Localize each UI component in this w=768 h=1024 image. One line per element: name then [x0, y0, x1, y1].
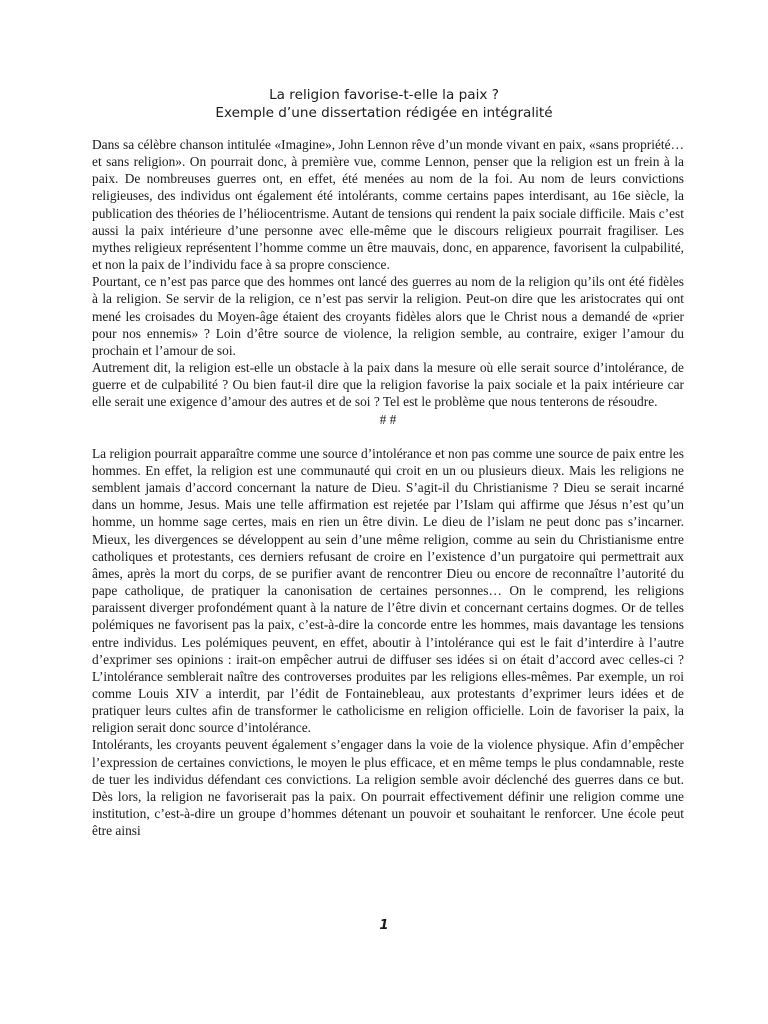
- paragraph: Pourtant, ce n’est pas parce que des hommes ont lancé des guerres au nom de la religion qu’ils ont été fidèles à la religion. Se servir de la religion, ce n’est pas servir la religion. Peut-on dire que les aristocrates qui ont mené les croisades du Moyen-âge étaient des croyants fidèles alors que le Christ nous a demandé de «prier pour nos ennemis» ? Loin d’être source de violence, la religion semble, au contraire, exiger l’amour du prochain et l’amour de soi.: [92, 274, 684, 358]
- paragraph: Intolérants, les croyants peuvent également s’engager dans la voie de la violence physique. Afin d’empêcher l’expression de certaines convictions, le moyen le plus efficace, et en même temps le plus condamnable, reste de tuer les individus défendant ces convictions. La religion semble avoir déclenché des guerres dans ce but. Dès lors, la religion ne favoriserait pas la paix. On pourrait effectivement définir une religion comme une institution, c’est-à-dire un groupe d’hommes détenant un pouvoir et souhaitant le renforcer. Une école peut être ainsi: [92, 737, 684, 839]
- paragraph: La religion pourrait apparaître comme une source d’intolérance et non pas comme une source de paix entre les hommes. En effet, la religion est une communauté qui croit en un ou plusieurs dieux. Mais les religions ne semblent jamais d’accord concernant la nature de Dieu. S’agit-il du Christianisme ? Dieu se serait incarné dans un homme, Jesus. Mais une telle affirmation est rejetée par l’Islam qui affirme que Jésus n’est qu’un homme, un homme sage certes, mais en rien un être divin. Le dieu de l’islam ne peut donc pas s’incarner. Mieux, les divergences se développent au sein d’une même religion, comme au sein du Christianisme entre catholiques et protestants, ces derniers refusant de croire en l’existence d’un purgatoire qui permettrait aux âmes, après la mort du corps, de se purifier avant de rencontrer Dieu ou encore de reconnaître l’autorité du pape catholique, de pratiquer la canonisation de certaines personnes… On le comprend, les religions paraissent diverger profondément quant à la nature de l’être divin et concernant certains dogmes. Or de telles polémiques ne favorisent pas la paix, c’est-à-dire la concorde entre les hommes, mais davantage les tensions entre individus. Les polémiques peuvent, en effet, aboutir à l’intolérance qui est le fait d’interdire à l’autre d’exprimer ses opinions : irait-on empêcher autrui de diffuser ses idées si on était d’accord avec celles-ci ? L’intolérance semblerait naître des controverses produites par les religions elles-mêmes. Par exemple, un roi comme Louis XIV a interdit, par l’édit de Fontainebleau, aux protestants d’exprimer leurs idées et de pratiquer leurs cultes afin de transformer le catholicisme en religion officielle. Loin de favoriser la paix, la religion serait donc source d’intolérance.: [92, 445, 684, 736]
- section-separator: # #: [379, 411, 397, 427]
- title-line-2: Exemple d’une dissertation rédigée en intégralité: [215, 105, 553, 121]
- page-number: 1: [379, 918, 389, 933]
- paragraph: Autrement dit, la religion est-elle un obstacle à la paix dans la mesure où elle serait source d’intolérance, de guerre et de culpabilité ? Ou bien faut-il dire que la religion favorise la paix sociale et la paix intérieure car elle serait une exigence d’amour des autres et de soi ? Tel est le problème que nous tenterons de résoudre.: [92, 360, 684, 410]
- document-body: [92, 136, 684, 839]
- document-title: [0, 86, 768, 122]
- paragraph: Dans sa célèbre chanson intitulée «Imagine», John Lennon rêve d’un monde vivant en paix, «sans propriété… et sans religion». On pourrait donc, à première vue, comme Lennon, penser que la religion est un frein à la paix. De nombreuses guerres ont, en effet, été menées au nom de la foi. Au nom de leurs convictions religieuses, des individus ont également été intolérants, comme certains papes interdisant, au 16e siècle, la publication des théories de l’héliocentrisme. Autant de tensions qui rendent la paix sociale difficile. Mais c’est aussi la paix intérieure d’une personne avec elle-même que le discours religieux pourrait fragiliser. Les mythes religieux représentent l’homme comme un être mauvais, donc, en apparence, favorisent la culpabilité, et non la paix de l’individu face à sa propre conscience.: [92, 137, 684, 273]
- title-line-1: La religion favorise-t-elle la paix ?: [269, 87, 499, 103]
- blank-line: [92, 428, 684, 445]
